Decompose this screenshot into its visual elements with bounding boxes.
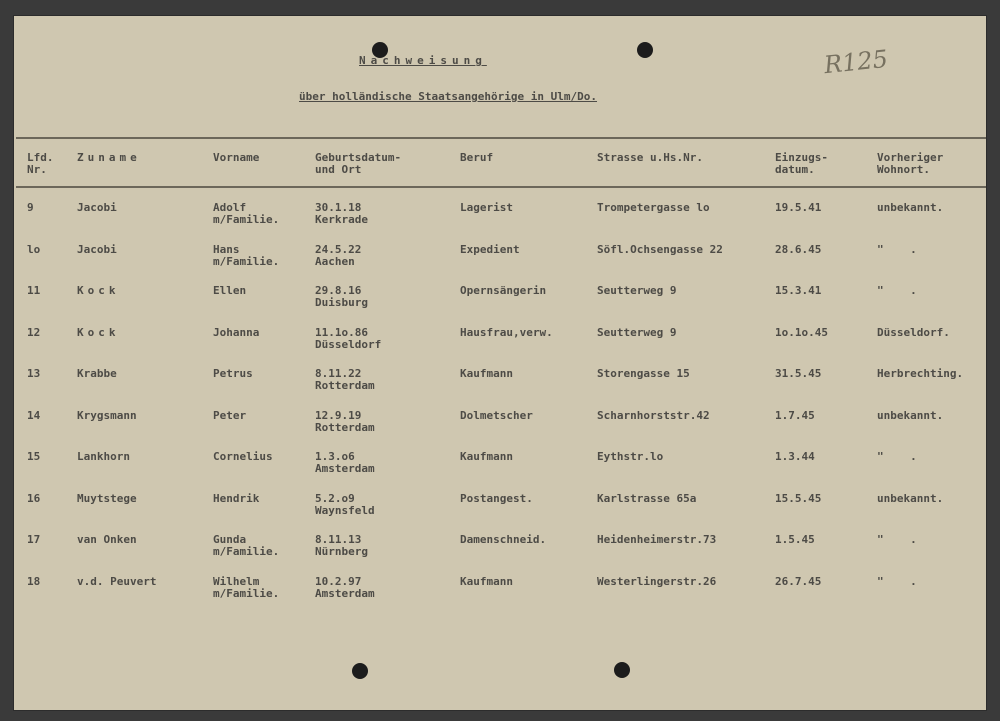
column-header-birth: Geburtsdatum- und Ort bbox=[315, 151, 402, 176]
cell-arrival: 15.5.45 bbox=[775, 492, 822, 505]
cell-firstname: Ellen bbox=[213, 284, 247, 297]
cell-surname: Jacobi bbox=[77, 243, 117, 256]
cell-nr: 17 bbox=[27, 533, 41, 546]
cell-nr: 9 bbox=[27, 201, 34, 214]
cell-firstname: Hendrik bbox=[213, 492, 260, 505]
table-header-rule bbox=[16, 186, 986, 188]
cell-occupation: Postangest. bbox=[460, 492, 533, 505]
cell-surname: v.d. Peuvert bbox=[77, 575, 157, 588]
cell-street: Scharnhorststr.42 bbox=[597, 409, 710, 422]
cell-birth: 11.1o.86 Düsseldorf bbox=[315, 326, 382, 351]
cell-previous: " . bbox=[877, 533, 917, 546]
cell-street: Seutterweg 9 bbox=[597, 326, 677, 339]
cell-occupation: Opernsängerin bbox=[460, 284, 547, 297]
cell-previous: unbekannt. bbox=[877, 492, 944, 505]
cell-birth: 24.5.22 Aachen bbox=[315, 243, 362, 268]
column-header-surname: Zuname bbox=[77, 151, 141, 164]
cell-arrival: 31.5.45 bbox=[775, 367, 822, 380]
punch-hole bbox=[352, 663, 368, 679]
cell-street: Seutterweg 9 bbox=[597, 284, 677, 297]
cell-firstname: Gunda m/Familie. bbox=[213, 533, 280, 558]
column-header-occupation: Beruf bbox=[460, 151, 494, 164]
cell-occupation: Lagerist bbox=[460, 201, 513, 214]
cell-surname: Muytstege bbox=[77, 492, 137, 505]
column-header-street: Strasse u.Hs.Nr. bbox=[597, 151, 703, 164]
cell-occupation: Kaufmann bbox=[460, 450, 513, 463]
cell-previous: " . bbox=[877, 243, 917, 256]
cell-street: Eythstr.lo bbox=[597, 450, 664, 463]
cell-occupation: Hausfrau,verw. bbox=[460, 326, 553, 339]
column-header-previous: Vorheriger Wohnort. bbox=[877, 151, 944, 176]
cell-arrival: 1.3.44 bbox=[775, 450, 815, 463]
cell-birth: 12.9.19 Rotterdam bbox=[315, 409, 375, 434]
cell-birth: 29.8.16 Duisburg bbox=[315, 284, 368, 309]
cell-previous: unbekannt. bbox=[877, 409, 944, 422]
cell-previous: " . bbox=[877, 450, 917, 463]
cell-arrival: 1.5.45 bbox=[775, 533, 815, 546]
cell-nr: 16 bbox=[27, 492, 41, 505]
cell-nr: 11 bbox=[27, 284, 41, 297]
cell-occupation: Dolmetscher bbox=[460, 409, 533, 422]
cell-occupation: Kaufmann bbox=[460, 367, 513, 380]
cell-birth: 1.3.o6 Amsterdam bbox=[315, 450, 375, 475]
cell-street: Karlstrasse 65a bbox=[597, 492, 697, 505]
archive-mark: R125 bbox=[822, 44, 890, 80]
cell-birth: 10.2.97 Amsterdam bbox=[315, 575, 375, 600]
punch-hole bbox=[637, 42, 653, 58]
document-subtitle: über holländische Staatsangehörige in Ulm/Do. bbox=[299, 90, 598, 103]
column-header-arrival: Einzugs- datum. bbox=[775, 151, 828, 176]
cell-birth: 8.11.13 Nürnberg bbox=[315, 533, 368, 558]
cell-arrival: 1o.1o.45 bbox=[775, 326, 828, 339]
cell-previous: Düsseldorf. bbox=[877, 326, 950, 339]
cell-arrival: 26.7.45 bbox=[775, 575, 822, 588]
column-header-firstname: Vorname bbox=[213, 151, 260, 164]
cell-occupation: Expedient bbox=[460, 243, 520, 256]
cell-birth: 30.1.18 Kerkrade bbox=[315, 201, 368, 226]
cell-surname: Kock bbox=[77, 284, 120, 297]
cell-arrival: 28.6.45 bbox=[775, 243, 822, 256]
cell-nr: 12 bbox=[27, 326, 41, 339]
cell-occupation: Damenschneid. bbox=[460, 533, 547, 546]
cell-previous: " . bbox=[877, 575, 917, 588]
cell-arrival: 15.3.41 bbox=[775, 284, 822, 297]
cell-surname: Krygsmann bbox=[77, 409, 137, 422]
cell-surname: Krabbe bbox=[77, 367, 117, 380]
cell-street: Trompetergasse lo bbox=[597, 201, 710, 214]
cell-surname: Lankhorn bbox=[77, 450, 130, 463]
cell-firstname: Johanna bbox=[213, 326, 260, 339]
cell-birth: 5.2.o9 Waynsfeld bbox=[315, 492, 375, 517]
cell-street: Söfl.Ochsengasse 22 bbox=[597, 243, 723, 256]
cell-surname: van Onken bbox=[77, 533, 137, 546]
cell-firstname: Adolf m/Familie. bbox=[213, 201, 280, 226]
cell-previous: Herbrechting. bbox=[877, 367, 964, 380]
cell-previous: unbekannt. bbox=[877, 201, 944, 214]
cell-firstname: Wilhelm m/Familie. bbox=[213, 575, 280, 600]
cell-firstname: Hans m/Familie. bbox=[213, 243, 280, 268]
cell-surname: Jacobi bbox=[77, 201, 117, 214]
punch-hole bbox=[614, 662, 630, 678]
cell-nr: 15 bbox=[27, 450, 41, 463]
cell-arrival: 19.5.41 bbox=[775, 201, 822, 214]
cell-birth: 8.11.22 Rotterdam bbox=[315, 367, 375, 392]
document-title: Nachweisung bbox=[359, 54, 487, 67]
cell-nr: 18 bbox=[27, 575, 41, 588]
cell-firstname: Petrus bbox=[213, 367, 253, 380]
cell-nr: 13 bbox=[27, 367, 41, 380]
column-header-nr: Lfd. Nr. bbox=[27, 151, 54, 176]
cell-street: Storengasse 15 bbox=[597, 367, 690, 380]
cell-occupation: Kaufmann bbox=[460, 575, 513, 588]
cell-street: Westerlingerstr.26 bbox=[597, 575, 717, 588]
cell-street: Heidenheimerstr.73 bbox=[597, 533, 717, 546]
cell-nr: 14 bbox=[27, 409, 41, 422]
table-top-rule bbox=[16, 137, 986, 139]
cell-arrival: 1.7.45 bbox=[775, 409, 815, 422]
cell-previous: " . bbox=[877, 284, 917, 297]
cell-nr: lo bbox=[27, 243, 41, 256]
cell-firstname: Peter bbox=[213, 409, 247, 422]
cell-surname: Kock bbox=[77, 326, 120, 339]
cell-firstname: Cornelius bbox=[213, 450, 273, 463]
